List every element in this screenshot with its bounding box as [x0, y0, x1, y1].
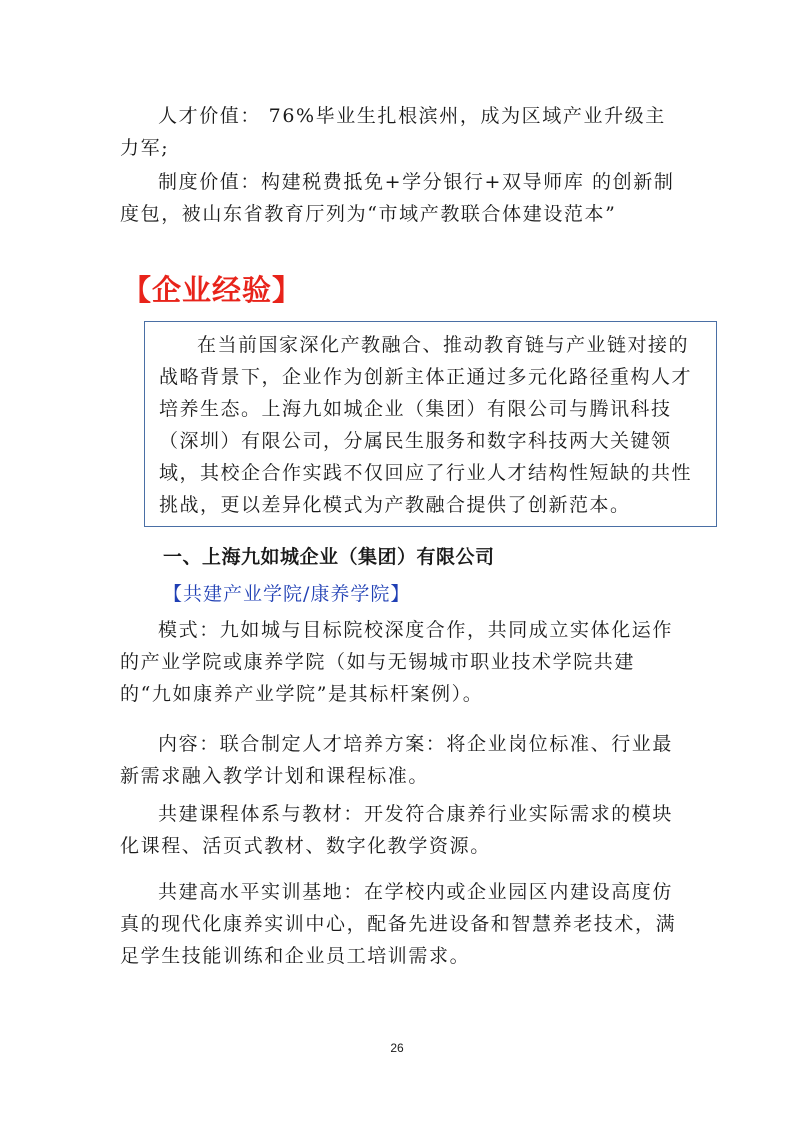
mode-paragraph: 模式：九如城与目标院校深度合作，共同成立实体化运作的产业学院或康养学院（如与无锡城市职业技术学院共建的“九如康养产业学院”是其标杆案例）。: [120, 619, 674, 705]
intro-box: [144, 321, 717, 527]
company-heading: 一、上海九如城企业（集团）有限公司: [163, 546, 495, 568]
curriculum-paragraph: 共建课程体系与教材：开发符合康养行业实际需求的模块化课程、活页式教材、数字化教学资源。: [120, 803, 674, 857]
content-paragraph: 内容：联合制定人才培养方案：将企业岗位标准、行业最新需求融入教学计划和课程标准。: [120, 733, 674, 787]
co-build-college-tag: 【共建产业学院/康养学院】: [163, 583, 411, 605]
page-number: 26: [390, 1041, 404, 1055]
enterprise-experience-heading: 【企业经验】: [122, 273, 303, 307]
talent-value-paragraph: 人才价值： 76%毕业生扎根滨州，成为区域产业升级主力军;: [120, 105, 666, 159]
intro-paragraph: 在当前国家深化产教融合、推动教育链与产业链对接的战略背景下，企业作为创新主体正通过多元化路径重构人才培养生态。上海九如城企业（集团）有限公司与腾讯科技（深圳）有限公司，分属民生服务和数字科技两大关键领域，其校企合作实践不仅回应了行业人才结构性短缺的共性挑战，更以差异化模式为产教融合提供了创新范本。: [159, 334, 693, 516]
training-base-paragraph: 共建高水平实训基地：在学校内或企业园区内建设高度仿真的现代化康养实训中心，配备先进设备和智慧养老技术，满足学生技能训练和企业员工培训需求。: [120, 881, 677, 967]
system-value-paragraph: 制度价值：构建税费抵免+学分银行+双导师库 的创新制度包，被山东省教育厅列为“市域产教联合体建设范本”: [120, 171, 675, 225]
